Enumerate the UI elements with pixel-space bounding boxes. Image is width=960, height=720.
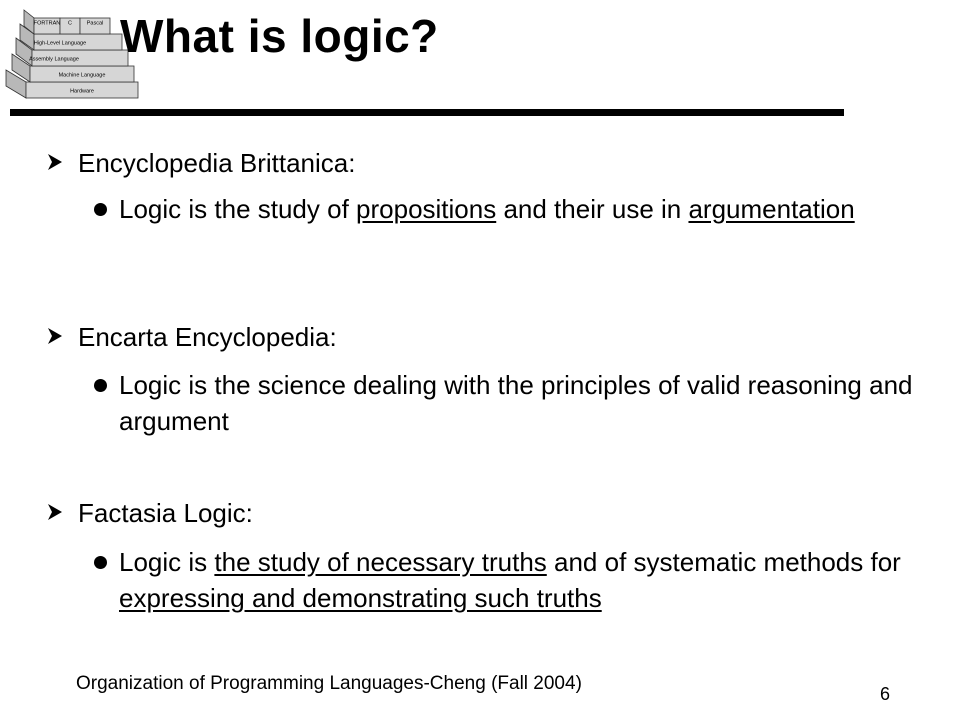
- logo-layer-high-level-language: High-Level Language: [33, 40, 87, 47]
- bullet-heading: Encarta Encyclopedia:: [78, 322, 337, 352]
- sub-bullet-factasia-definition: [94, 544, 914, 616]
- sub-bullet-encarta-definition: [94, 367, 914, 439]
- underlined-term: expressing and demonstrating such truths: [119, 583, 602, 613]
- definition-text: Logic is the study of propositions and their use in argumentation: [119, 194, 855, 224]
- definition-text: Logic is the study of necessary truths and of systematic methods for expressing and demonstrating such truths: [119, 547, 901, 613]
- logo-block-c: C: [68, 20, 72, 27]
- underlined-term: the study of necessary truths: [214, 547, 547, 577]
- dot-bullet-icon: [94, 379, 107, 392]
- page-number: 6: [880, 684, 891, 704]
- logo-layer-machine-language: Machine Language: [58, 72, 106, 79]
- definition-text: Logic is the science dealing with the principles of valid reasoning and argument: [119, 370, 913, 436]
- logo-layer-assembly-language: Assembly Language: [29, 56, 79, 63]
- diamond-bullet-icon: [46, 324, 64, 348]
- bullet-heading: Factasia Logic:: [78, 498, 253, 528]
- dot-bullet-icon: [94, 203, 107, 216]
- title-divider: [10, 109, 844, 116]
- bullet-heading: Encyclopedia Brittanica:: [78, 148, 356, 178]
- logo-block-fortran: FORTRAN: [33, 20, 61, 27]
- underlined-term: argumentation: [688, 194, 855, 224]
- diamond-bullet-icon: [46, 150, 64, 174]
- underlined-term: propositions: [356, 194, 497, 224]
- logo-block-pascal: Pascal: [86, 20, 104, 27]
- sub-bullet-brittanica-definition: [94, 191, 914, 227]
- logo-layer-hardware: Hardware: [70, 88, 94, 95]
- dot-bullet-icon: [94, 556, 107, 569]
- diamond-bullet-icon: [46, 500, 64, 524]
- slide-footer: Organization of Programming Languages-Cheng (Fall 2004): [76, 673, 582, 694]
- slide-title: What is logic?: [120, 10, 439, 62]
